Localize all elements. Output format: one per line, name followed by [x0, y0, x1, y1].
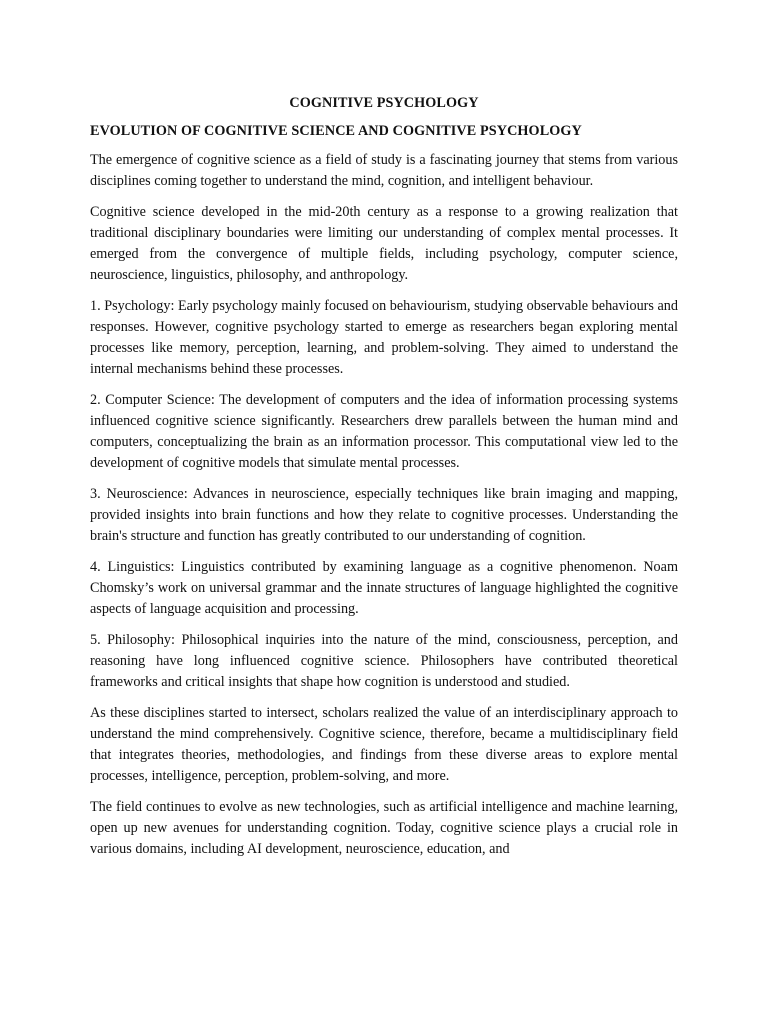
paragraph-development: Cognitive science developed in the mid-20th century as a response to a growing realization that traditional disciplinary boundaries were limiting our understanding of complex mental processes. It emerged from the convergence of multiple fields, including psychology, computer science, neuroscience, linguistics, philosophy, and anthropology. — [90, 204, 678, 283]
paragraph-neuroscience: 3. Neuroscience: Advances in neuroscience, especially techniques like brain imaging and mapping, provided insights into brain functions and how they relate to cognitive processes. Understanding the brain's structure and function has greatly contributed to our understanding of cognition. — [90, 486, 678, 544]
paragraph-evolution: The field continues to evolve as new technologies, such as artificial intelligence and machine learning, open up new avenues for understanding cognition. Today, cognitive science plays a crucial role in various domains, including AI development, neuroscience, education, and — [90, 799, 678, 857]
paragraph-intersection: As these disciplines started to intersect, scholars realized the value of an interdisciplinary approach to understand the mind comprehensively. Cognitive science, therefore, became a multidisciplinary field that integrates theories, methodologies, and findings from these diverse areas to explore mental processes, intelligence, perception, problem-solving, and more. — [90, 705, 678, 784]
document-title: COGNITIVE PSYCHOLOGY — [289, 95, 479, 111]
paragraph-philosophy: 5. Philosophy: Philosophical inquiries into the nature of the mind, consciousness, perception, and reasoning have long influenced cognitive science. Philosophers have contributed theoretical frameworks and critical insights that shape how cognition is understood and studied. — [90, 632, 678, 690]
section-heading: EVOLUTION OF COGNITIVE SCIENCE AND COGNITIVE PSYCHOLOGY — [90, 123, 582, 139]
paragraph-intro: The emergence of cognitive science as a field of study is a fascinating journey that stems from various disciplines coming together to understand the mind, cognition, and intelligent behaviour. — [90, 152, 678, 189]
paragraph-computer-science: 2. Computer Science: The development of computers and the idea of information processing systems influenced cognitive science significantly. Researchers drew parallels between the human mind and computers, conceptualizing the brain as an information processor. This computational view led to the development of cognitive models that simulate mental processes. — [90, 392, 678, 471]
paragraph-linguistics: 4. Linguistics: Linguistics contributed by examining language as a cognitive phenomenon. Noam Chomsky’s work on universal grammar and the innate structures of language highlighted the cognitive aspects of language acquisition and processing. — [90, 559, 678, 617]
paragraph-psychology: 1. Psychology: Early psychology mainly focused on behaviourism, studying observable behaviours and responses. However, cognitive psychology started to emerge as researchers began exploring mental processes like memory, perception, learning, and problem-solving. They aimed to understand the internal mechanisms behind these processes. — [90, 298, 678, 377]
